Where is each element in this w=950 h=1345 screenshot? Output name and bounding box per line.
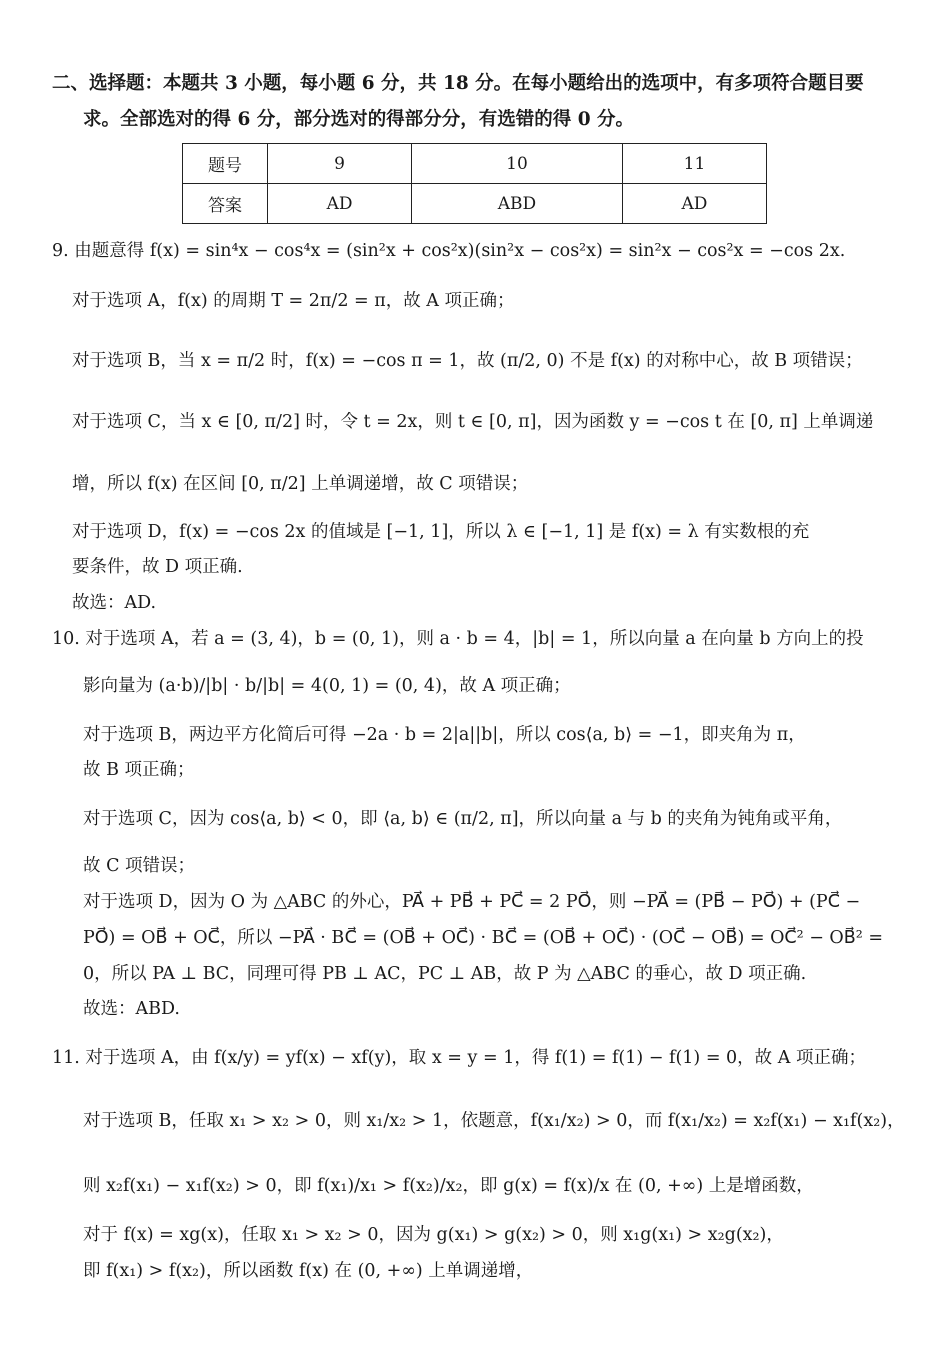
table-answer-label: 答案 bbox=[183, 184, 268, 224]
section-heading-line2: 求。全部选对的得 6 分，部分选对的得部分分，有选错的得 0 分。 bbox=[83, 109, 635, 130]
q9-line: 对于选项 B，当 x = π/2 时，f(x) = −cos π = 1，故 (π/2, 0) 不是 f(x) 的对称中心，故 B 项错误； bbox=[72, 351, 863, 371]
q9-line: 对于选项 A，f(x) 的周期 T = 2π/2 = π，故 A 项正确； bbox=[72, 291, 515, 311]
table-row-answers bbox=[183, 184, 767, 224]
q10-line: 故选：ABD. bbox=[83, 999, 180, 1019]
q11-line: 对于 f(x) = xg(x)，任取 x₁ > x₂ > 0，因为 g(x₁) > g(x₂) > 0，则 x₁g(x₁) > x₂g(x₂)， bbox=[83, 1225, 784, 1245]
q11-line: 则 x₂f(x₁) − x₁f(x₂) > 0，即 f(x₁)/x₁ > f(x₂)/x₂，即 g(x) = f(x)/x 在 (0, +∞) 上是增函数， bbox=[83, 1176, 814, 1196]
q9-line: 故选：AD. bbox=[72, 593, 157, 613]
section-heading-line1: 二、选择题：本题共 3 小题，每小题 6 分，共 18 分。在每小题给出的选项中，有多项符合题目要 bbox=[52, 73, 864, 94]
q10-line: 0，所以 PA ⊥ BC，同理可得 PB ⊥ AC，PC ⊥ AB，故 P 为 △ABC 的垂心，故 D 项正确. bbox=[83, 964, 807, 984]
q9-line: 要条件，故 D 项正确. bbox=[72, 557, 243, 577]
q11-line: 对于选项 B，任取 x₁ > x₂ > 0，则 x₁/x₂ > 1，依题意，f(x₁/x₂) > 0，而 f(x₁/x₂) = x₂f(x₁) − x₁f(x₂)， bbox=[83, 1111, 905, 1131]
q9-line: 增，所以 f(x) 在区间 [0, π/2] 上单调递增，故 C 项错误； bbox=[72, 474, 529, 494]
q9-line: 9. 由题意得 f(x) = sin⁴x − cos⁴x = (sin²x + cos²x)(sin²x − cos²x) = sin²x − cos²x = −cos 2x. bbox=[52, 241, 846, 261]
q11-line: 即 f(x₁) > f(x₂)，所以函数 f(x) 在 (0, +∞) 上单调递增， bbox=[83, 1261, 534, 1281]
q10-line: 对于选项 B，两边平方化简后可得 −2a · b = 2|a||b|，所以 cos⟨a, b⟩ = −1，即夹角为 π， bbox=[83, 725, 806, 745]
table-answer-cell: ABD bbox=[412, 184, 623, 224]
q9-line: 对于选项 C，当 x ∈ [0, π/2] 时，令 t = 2x，则 t ∈ [0, π]，因为函数 y = −cos t 在 [0, π] 上单调递 bbox=[72, 412, 874, 432]
q11-line: 11. 对于选项 A，由 f(x/y) = yf(x) − xf(y)，取 x = y = 1，得 f(1) = f(1) − f(1) = 0，故 A 项正确； bbox=[52, 1048, 866, 1068]
q10-line: 故 C 项错误； bbox=[83, 856, 196, 876]
q10-line: 对于选项 D，因为 O 为 △ABC 的外心，PA⃗ + PB⃗ + PC⃗ = 2 PO⃗，则 −PA⃗ = (PB⃗ − PO⃗) + (PC⃗ − bbox=[83, 892, 861, 912]
q10-line: 故 B 项正确； bbox=[83, 760, 195, 780]
q10-line: 10. 对于选项 A，若 a = (3, 4)，b = (0, 1)，则 a · b = 4，|b| = 1，所以向量 a 在向量 b 方向上的投 bbox=[52, 629, 864, 649]
table-row-header bbox=[183, 144, 767, 184]
table-question-number: 9 bbox=[268, 144, 412, 184]
table-header-label: 题号 bbox=[183, 144, 268, 184]
table-answer-cell: AD bbox=[268, 184, 412, 224]
q10-line: PO⃗) = OB⃗ + OC⃗，所以 −PA⃗ · BC⃗ = (OB⃗ + OC⃗) · BC⃗ = (OB⃗ + OC⃗) · (OC⃗ − OB⃗) = OC⃗² − OB⃗² = bbox=[83, 928, 884, 948]
q9-line: 对于选项 D，f(x) = −cos 2x 的值域是 [−1, 1]，所以 λ ∈ [−1, 1] 是 f(x) = λ 有实数根的充 bbox=[72, 522, 810, 542]
table-question-number: 11 bbox=[622, 144, 766, 184]
q10-line: 影向量为 (a·b)/|b| · b/|b| = 4(0, 1) = (0, 4)，故 A 项正确； bbox=[83, 676, 571, 696]
table-question-number: 10 bbox=[412, 144, 623, 184]
answer-table bbox=[182, 143, 767, 224]
table-answer-cell: AD bbox=[622, 184, 766, 224]
q10-line: 对于选项 C，因为 cos⟨a, b⟩ < 0，即 ⟨a, b⟩ ∈ (π/2, π]，所以向量 a 与 b 的夹角为钝角或平角， bbox=[83, 809, 843, 829]
